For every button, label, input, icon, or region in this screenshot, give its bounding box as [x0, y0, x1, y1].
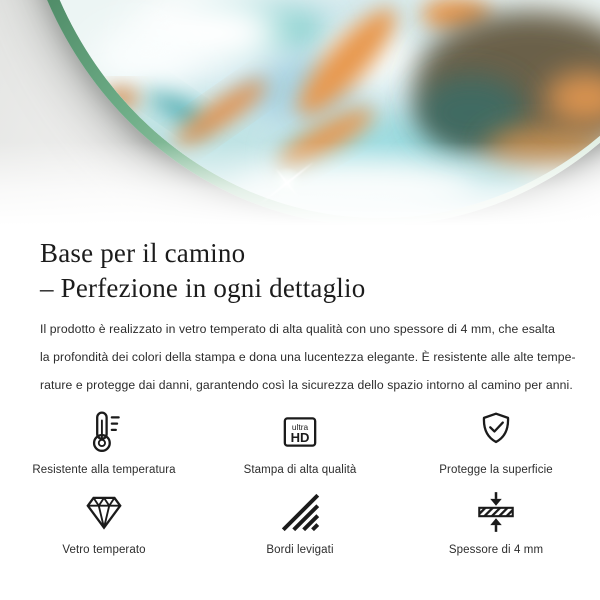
description-line-1: Il prodotto è realizzato in vetro temperato di alta qualità con uno spessore di 4 mm, che esalta: [40, 322, 555, 336]
page-title: [40, 236, 600, 306]
features-grid: [0, 409, 600, 556]
feature-label: Bordi levigati: [266, 544, 334, 556]
feature-label: Vetro temperato: [62, 544, 146, 556]
feature-surface-protection: [398, 409, 594, 476]
product-description: [40, 315, 600, 399]
feature-label: Resistente alla temperatura: [32, 464, 176, 476]
feature-label: Stampa di alta qualità: [243, 464, 357, 476]
diamond-icon: [81, 489, 127, 535]
feature-tempered-glass: [6, 489, 202, 556]
polished-edges-icon: [277, 489, 323, 535]
description-line-2: la profondità dei colori della stampa e dona una lucentezza elegante. È resistente alle alte tempe-: [40, 350, 576, 364]
feature-label: Spessore di 4 mm: [448, 544, 544, 556]
hero-bottom-fade: [0, 142, 600, 230]
ultra-hd-icon-text-top: ultra: [291, 421, 309, 432]
feature-print-quality: [202, 409, 398, 476]
feature-label: Protegge la superficie: [439, 464, 553, 476]
ultra-hd-icon-text-bottom: HD: [290, 429, 310, 445]
shield-check-icon: [473, 409, 519, 455]
description-line-3: rature e protegge dai danni, garantendo così la sicurezza dello spazio intorno al camino per anni.: [40, 378, 573, 392]
feature-temperature-resistant: [6, 409, 202, 476]
feature-polished-edges: [202, 489, 398, 556]
ultra-hd-icon: [277, 409, 323, 455]
thermometer-icon: [81, 409, 127, 455]
feature-thickness: [398, 489, 594, 556]
product-hero-image: [0, 0, 600, 230]
title-line-2: – Perfezione in ogni dettaglio: [40, 273, 366, 303]
thickness-icon: [473, 489, 519, 535]
title-line-1: Base per il camino: [40, 238, 246, 268]
